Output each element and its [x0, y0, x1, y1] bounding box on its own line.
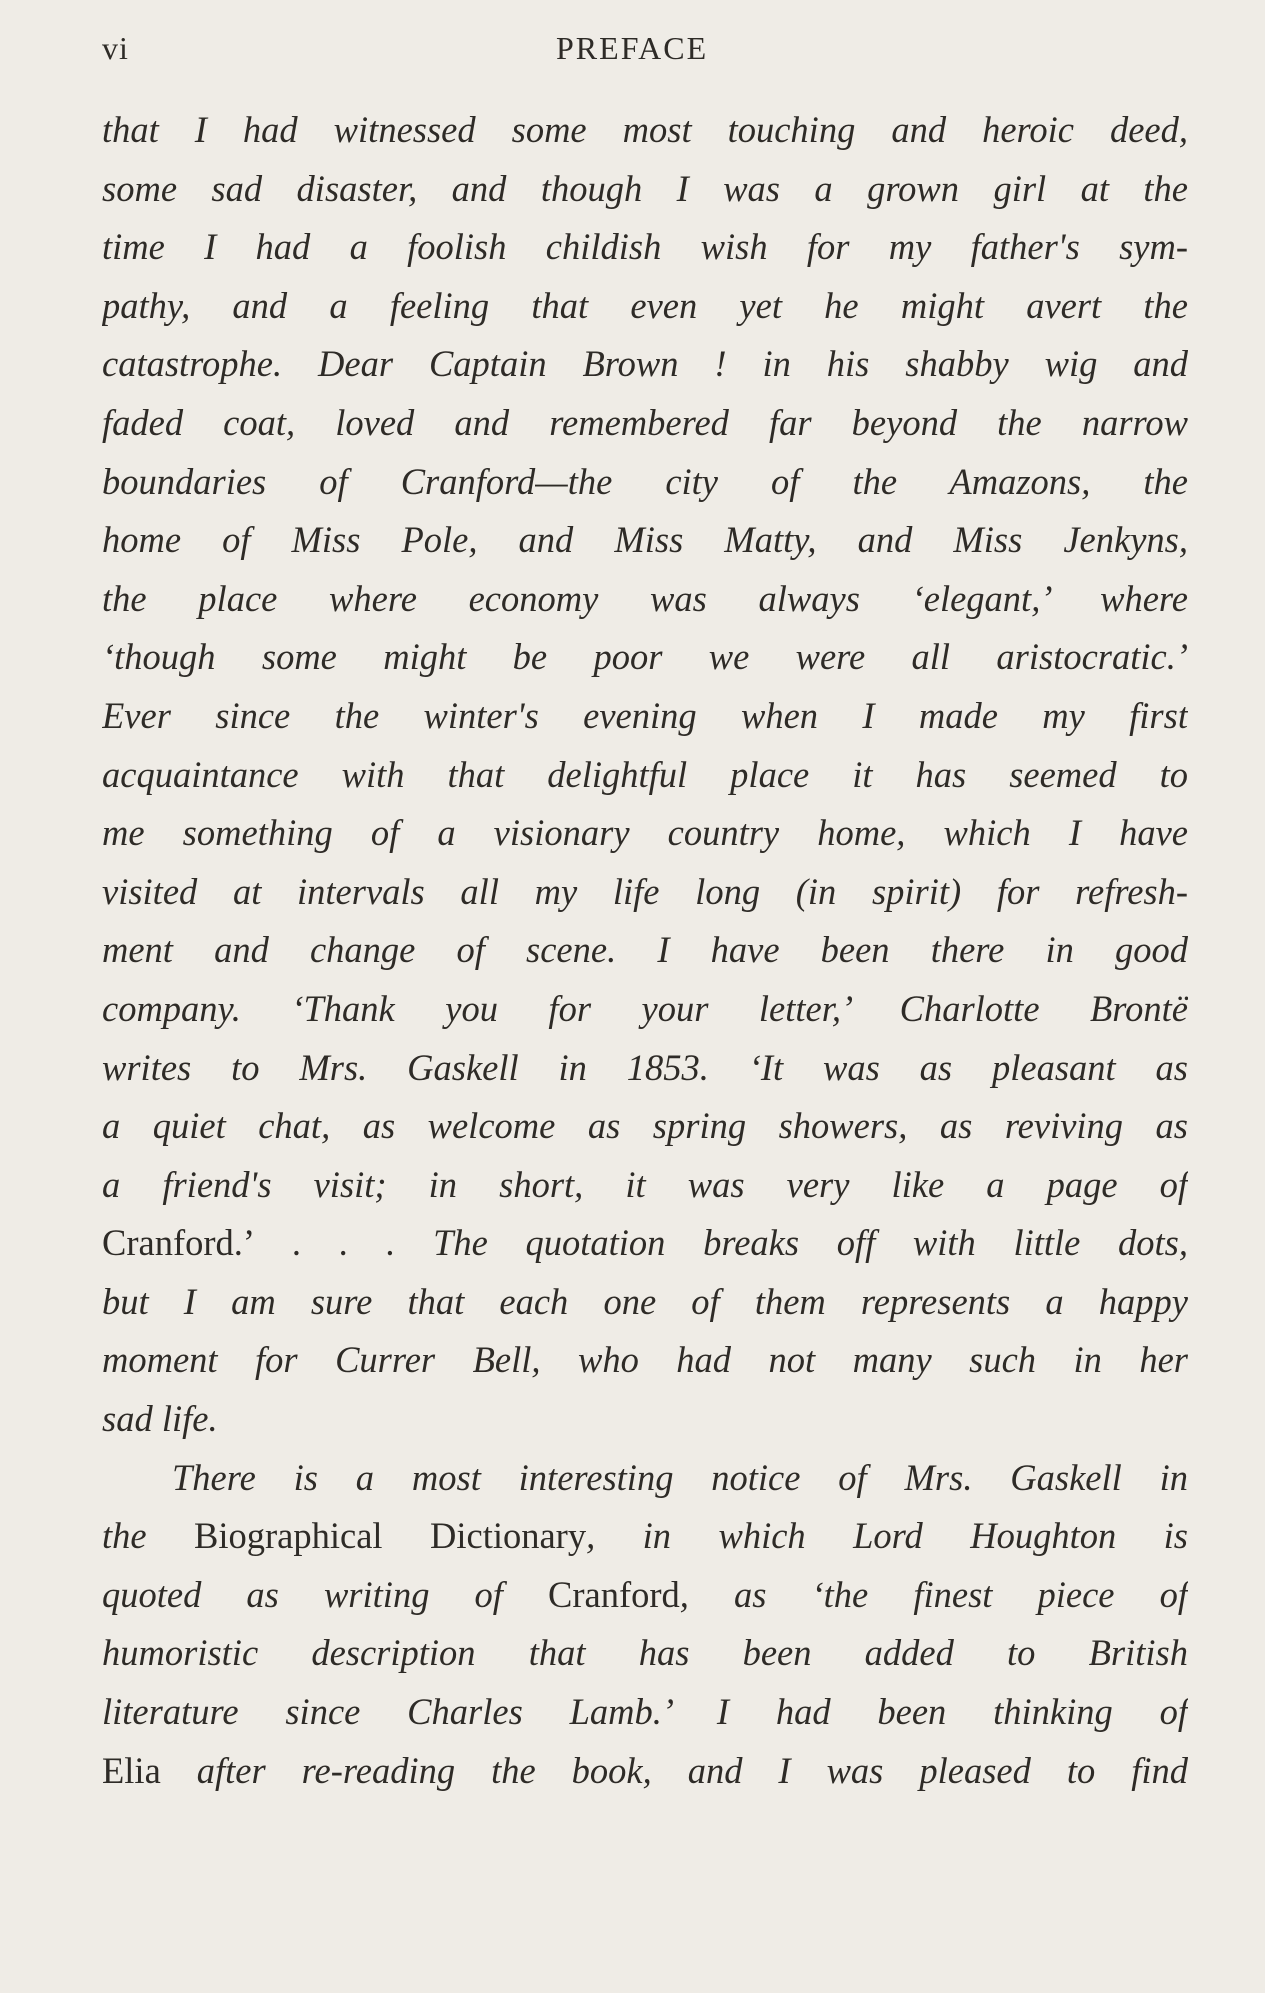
text-line: time I had a foolish childish wish for my father's sym-: [102, 226, 1188, 268]
text-line: home of Miss Pole, and Miss Matty, and Miss Jenkyns,: [102, 519, 1188, 561]
text-line: boundaries of Cranford—the city of the Amazons, the: [102, 460, 1188, 502]
text-line: visited at intervals all my life long (in spirit) for refresh-: [102, 870, 1188, 912]
text-run: after re-reading the book, and I was pleased to find: [160, 1749, 1188, 1791]
text-run: , as ‘the finest piece of: [679, 1573, 1188, 1615]
text-line: ‘though some might be poor we were all aristocratic.’: [102, 636, 1188, 678]
text-line: ment and change of scene. I have been there in good: [102, 929, 1188, 971]
text-line: that I had witnessed some most touching and heroic deed,: [102, 109, 1188, 150]
text-run: the: [102, 1515, 195, 1557]
text-line: [102, 1214, 1188, 1273]
text-line: faded coat, loved and remembered far beyond the narrow: [102, 401, 1188, 443]
book-title-dictionary: Biographical Dictionary: [194, 1515, 587, 1557]
text-run: , in which Lord Houghton is: [586, 1515, 1188, 1557]
book-title-cranford: Cranford: [548, 1573, 680, 1615]
text-line: me something of a visionary country home, which I have: [102, 812, 1188, 854]
paragraph-2: [102, 1449, 1188, 1801]
text-line: Ever since the winter's evening when I made my first: [102, 694, 1188, 736]
text-line: writes to Mrs. Gaskell in 1853. ‘It was as pleasant as: [102, 1046, 1188, 1088]
text-line: moment for Currer Bell, who had not many such in her: [102, 1339, 1188, 1381]
text-line: catastrophe. Dear Captain Brown ! in his shabby wig and: [102, 343, 1188, 385]
page-header: [102, 30, 1188, 70]
text-line: but I am sure that each one of them represents a happy: [102, 1280, 1188, 1322]
text-line: pathy, and a feeling that even yet he might avert the: [102, 284, 1188, 326]
text-line: company. ‘Thank you for your letter,’ Charlotte Brontë: [102, 987, 1188, 1029]
book-title-elia: Elia: [102, 1749, 161, 1791]
text-line: [102, 1566, 1188, 1625]
text-line: acquaintance with that delightful place it has seemed to: [102, 753, 1188, 795]
book-title-cranford: Cranford.’: [102, 1222, 256, 1264]
text-run: quoted as writing of: [102, 1573, 548, 1615]
page-number: vi: [102, 30, 129, 66]
text-line: sad life.: [102, 1398, 218, 1440]
running-head: PREFACE: [556, 30, 709, 66]
text-line: [102, 1507, 1188, 1566]
text-line: humoristic description that has been added to British: [102, 1632, 1188, 1674]
text-line: There is a most interesting notice of Mrs. Gaskell in: [172, 1456, 1188, 1498]
text-run: . . . The quotation breaks off with little dots,: [255, 1222, 1188, 1264]
paragraph-1: [102, 101, 1188, 1449]
text-line: the place where economy was always ‘elegant,’ where: [102, 577, 1188, 619]
text-line: a quiet chat, as welcome as spring showers, as reviving as: [102, 1105, 1188, 1147]
text-line: literature since Charles Lamb.’ I had been thinking of: [102, 1691, 1188, 1733]
body-text: [102, 101, 1188, 1800]
text-line: some sad disaster, and though I was a grown girl at the: [102, 167, 1188, 209]
text-line: [102, 1742, 1188, 1801]
text-line: a friend's visit; in short, it was very like a page of: [102, 1163, 1188, 1205]
